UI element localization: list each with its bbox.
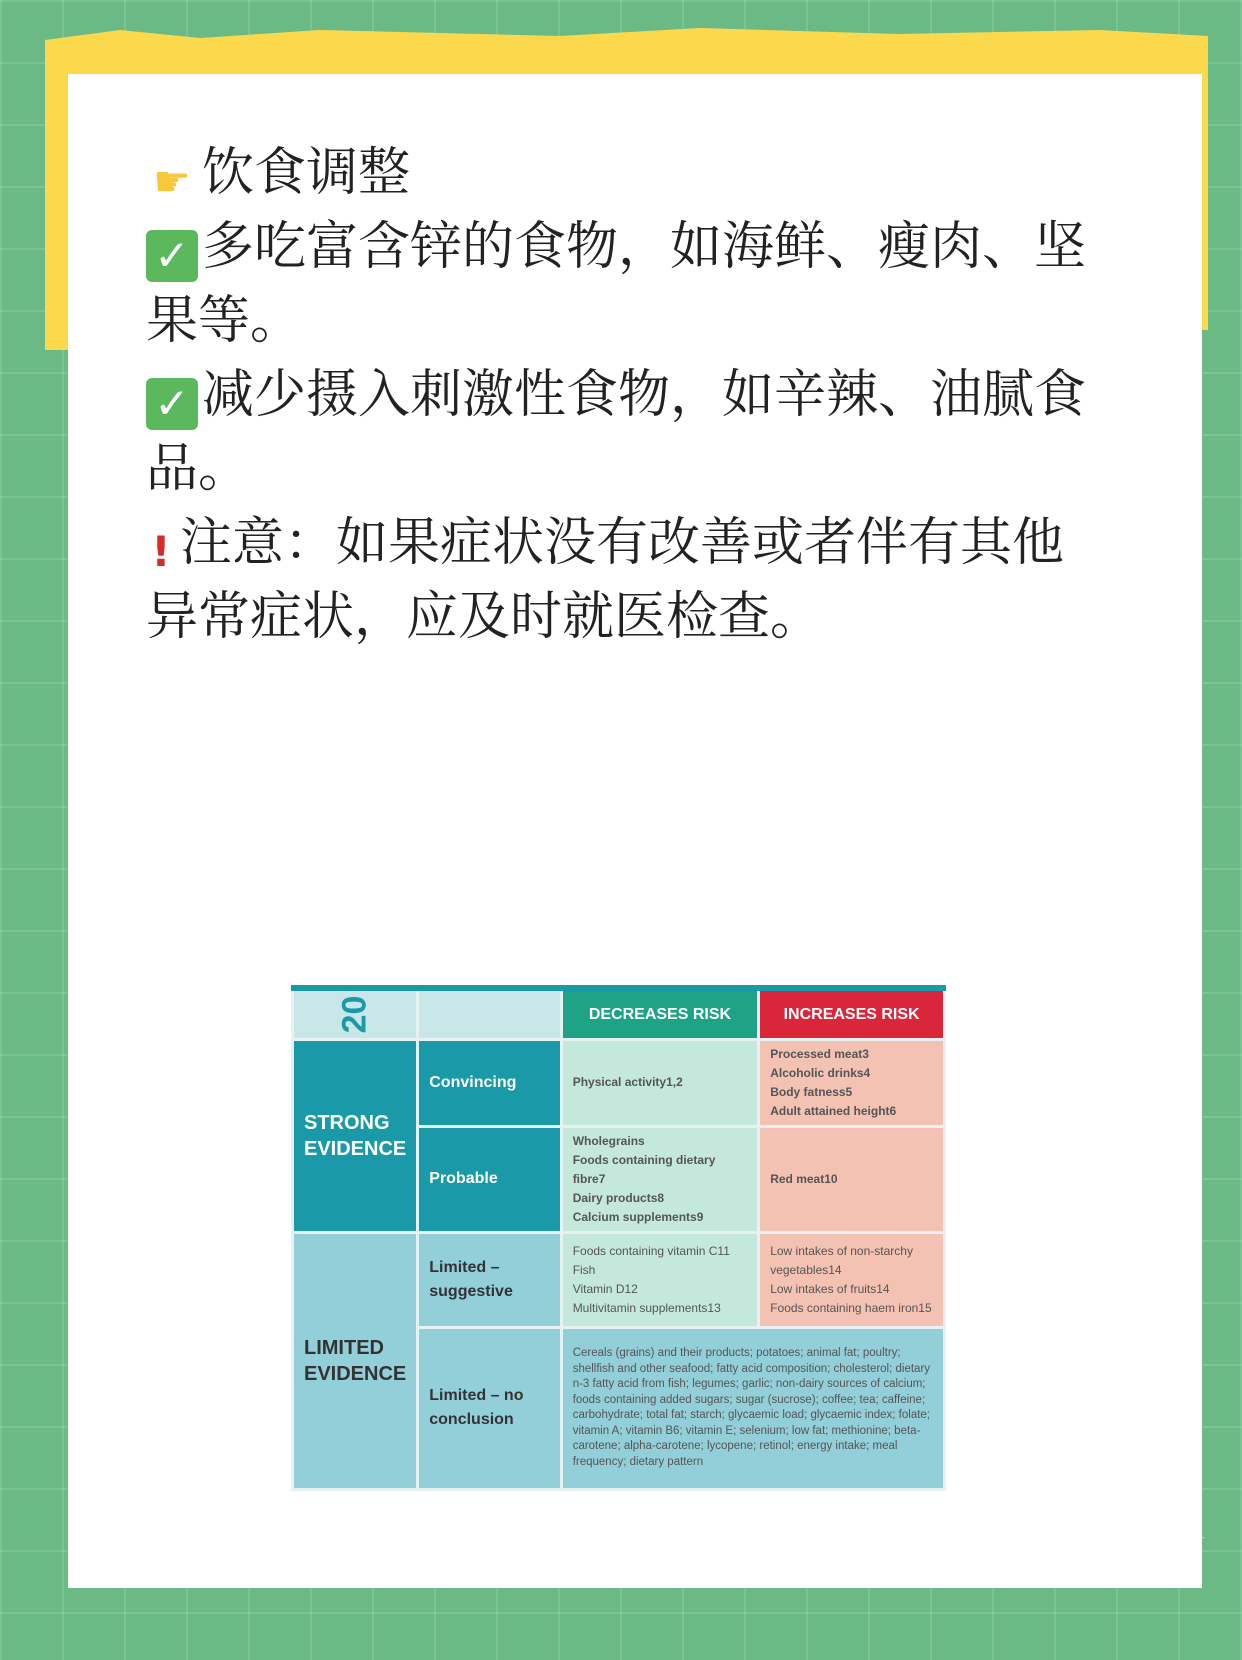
check-icon: ✓ <box>146 230 198 282</box>
suggestive-decreases <box>561 1232 759 1327</box>
list-item: Foods containing dietary fibre7 <box>572 1152 716 1186</box>
list-item: Processed meat3 <box>770 1046 869 1061</box>
list-item: Foods containing vitamin C11 <box>572 1243 730 1258</box>
probable-increases <box>759 1126 945 1232</box>
exclamation-icon: ! <box>151 527 171 576</box>
corner-cell: 20 <box>293 988 418 1039</box>
list-item: Vitamin D12 <box>572 1281 638 1296</box>
item-2-text: 减少摄入刺激性食物，如辛辣、油腻食品。 <box>146 365 1087 499</box>
convincing-decreases <box>561 1039 759 1126</box>
list-item: Multivitamin supplements13 <box>572 1300 721 1315</box>
no-conclusion-label: Limited – no conclusion <box>418 1327 561 1489</box>
convincing-increases <box>759 1039 945 1126</box>
item-2 <box>146 358 1106 506</box>
strong-evidence-label: STRONG EVIDENCE <box>293 1039 418 1232</box>
item-1-text: 多吃富含锌的食物，如海鲜、瘦肉、坚果等。 <box>146 217 1087 351</box>
heading-line <box>146 136 1106 210</box>
suggestive-label: Limited – suggestive <box>418 1232 561 1327</box>
list-item: Wholegrains <box>572 1133 645 1148</box>
note <box>146 506 1106 654</box>
evidence-table <box>291 985 946 1491</box>
suggestive-increases <box>759 1232 945 1327</box>
pointing-hand-icon: ☛ <box>153 157 191 206</box>
list-item: Red meat10 <box>770 1171 838 1186</box>
header-increases: INCREASES RISK <box>759 988 945 1039</box>
heading: 饮食调整 <box>202 143 411 203</box>
list-item: Physical activity1,2 <box>572 1075 683 1089</box>
list-item: Dairy products8 <box>572 1190 665 1205</box>
list-item: Low intakes of non-starchy vegetables14 <box>770 1243 913 1277</box>
content-text <box>146 136 1106 654</box>
probable-label: Probable <box>418 1126 561 1232</box>
list-item: Alcoholic drinks4 <box>770 1065 871 1080</box>
item-1 <box>146 210 1106 358</box>
list-item: Body fatness5 <box>770 1084 853 1099</box>
list-item: Calcium supplements9 <box>572 1209 704 1224</box>
list-item: Fish <box>572 1262 596 1277</box>
note-text: 注意：如果症状没有改善或者伴有其他异常症状，应及时就医检查。 <box>146 513 1065 647</box>
convincing-label: Convincing <box>418 1039 561 1126</box>
list-item: Adult attained height6 <box>770 1103 897 1118</box>
empty-header <box>418 988 561 1039</box>
no-conclusion-text: Cereals (grains) and their products; potatoes; animal fat; poultry; shellfish and other seafood; fatty acid composition; cholesterol; dietary n-3 fatty acid from fish; legumes; garlic; non-dairy sources of calcium; foods containing added sugars; sugar (sucrose); coffee; tea; caffeine; carbohydrate; total fat; starch; glycaemic load; glycaemic index; folate; vitamin A; vitamin B6; vitamin E; selenium; low fat; methionine; beta-carotene; alpha-carotene; lycopene; retinol; energy intake; meal frequency; dietary pattern <box>561 1327 944 1489</box>
list-item: Low intakes of fruits14 <box>770 1281 890 1296</box>
check-icon: ✓ <box>146 378 198 430</box>
limited-evidence-label: LIMITED EVIDENCE <box>293 1232 418 1489</box>
list-item: Foods containing haem iron15 <box>770 1300 932 1315</box>
probable-decreases <box>561 1126 759 1232</box>
header-decreases: DECREASES RISK <box>561 988 759 1039</box>
